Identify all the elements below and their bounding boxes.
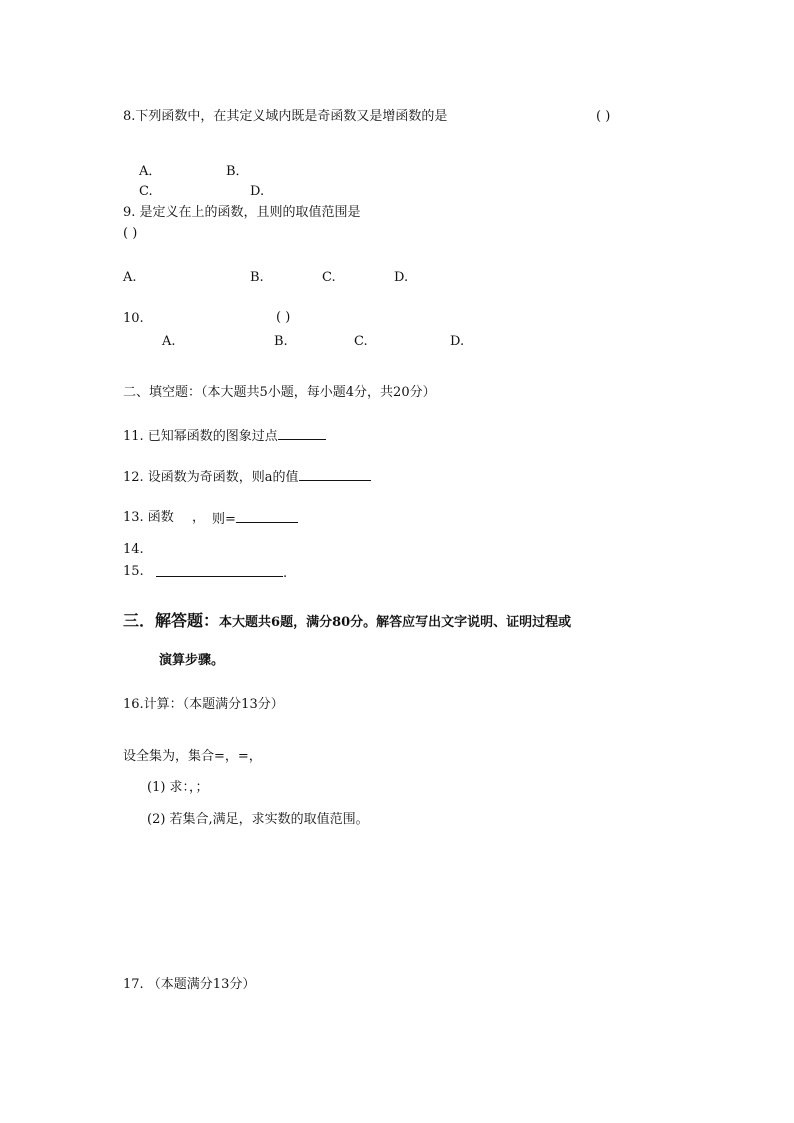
q9-option-d: D. [394,270,409,285]
q11-text: 11. 已知幂函数的图象过点 [123,429,278,444]
q14-number: 14. [123,542,144,557]
q16-title: 16.计算：（本题满分13分） [123,697,284,712]
q8-stem: 8.下列函数中，在其定义域内既是奇函数又是增函数的是 [123,109,448,124]
section3-number: 三． [123,611,156,630]
q11-line [123,427,326,445]
q11-answer-blank[interactable] [278,427,326,440]
q12-answer-blank[interactable] [299,468,371,481]
q10-option-d: D. [450,334,465,349]
q8-option-b: B． [226,164,249,179]
q13-answer-blank[interactable] [236,510,298,523]
q8-option-a: A． [139,164,162,179]
q9-stem: 9. 是定义在上的函数，且则的取值范围是 [123,205,361,220]
q15-answer-blank[interactable] [156,564,283,577]
q13-line [212,510,298,528]
q10-option-b: B. [274,334,288,349]
q16-setup: 设全集为，集合=，=， [123,749,262,764]
q15-period: . [283,566,288,581]
section3-desc-line1: 本大题共6题，满分80分。解答应写出文字说明、证明过程或 [219,615,572,630]
q13-text: 则= [212,512,236,527]
q13-separator: ， [192,510,206,525]
q8-option-d: D. [250,184,265,199]
q10-number: 10. [123,311,144,326]
q9-option-c: C. [322,270,336,285]
q12-line [123,468,371,486]
q15-line [156,564,287,582]
q10-answer-paren: ( ) [276,310,291,325]
q8-answer-paren: ( ) [596,109,611,124]
q15-number: 15. [123,564,144,579]
q13-number: 13. 函数 [123,510,174,525]
q10-option-a: A. [162,334,176,349]
q9-answer-paren: ( ) [123,226,138,241]
section3-title: 解答题： [155,611,220,630]
q8-option-c: C. [139,184,153,199]
q10-option-c: C. [354,334,368,349]
q12-text: 12. 设函数为奇函数，则a的值 [123,470,299,485]
q9-option-a: A. [123,270,137,285]
q16-part2: (2) 若集合,满足，求实数的取值范围。 [147,812,369,827]
q17-title: 17. （本题满分13分） [123,977,256,992]
q9-option-b: B. [250,270,264,285]
section2-heading: 二、填空题：（本大题共5小题，每小题4分，共20分） [123,385,436,400]
section3-desc-line2: 演算步骤。 [159,653,225,668]
section3-heading-line [123,611,571,633]
q16-part1: (1) 求：，； [147,780,209,795]
